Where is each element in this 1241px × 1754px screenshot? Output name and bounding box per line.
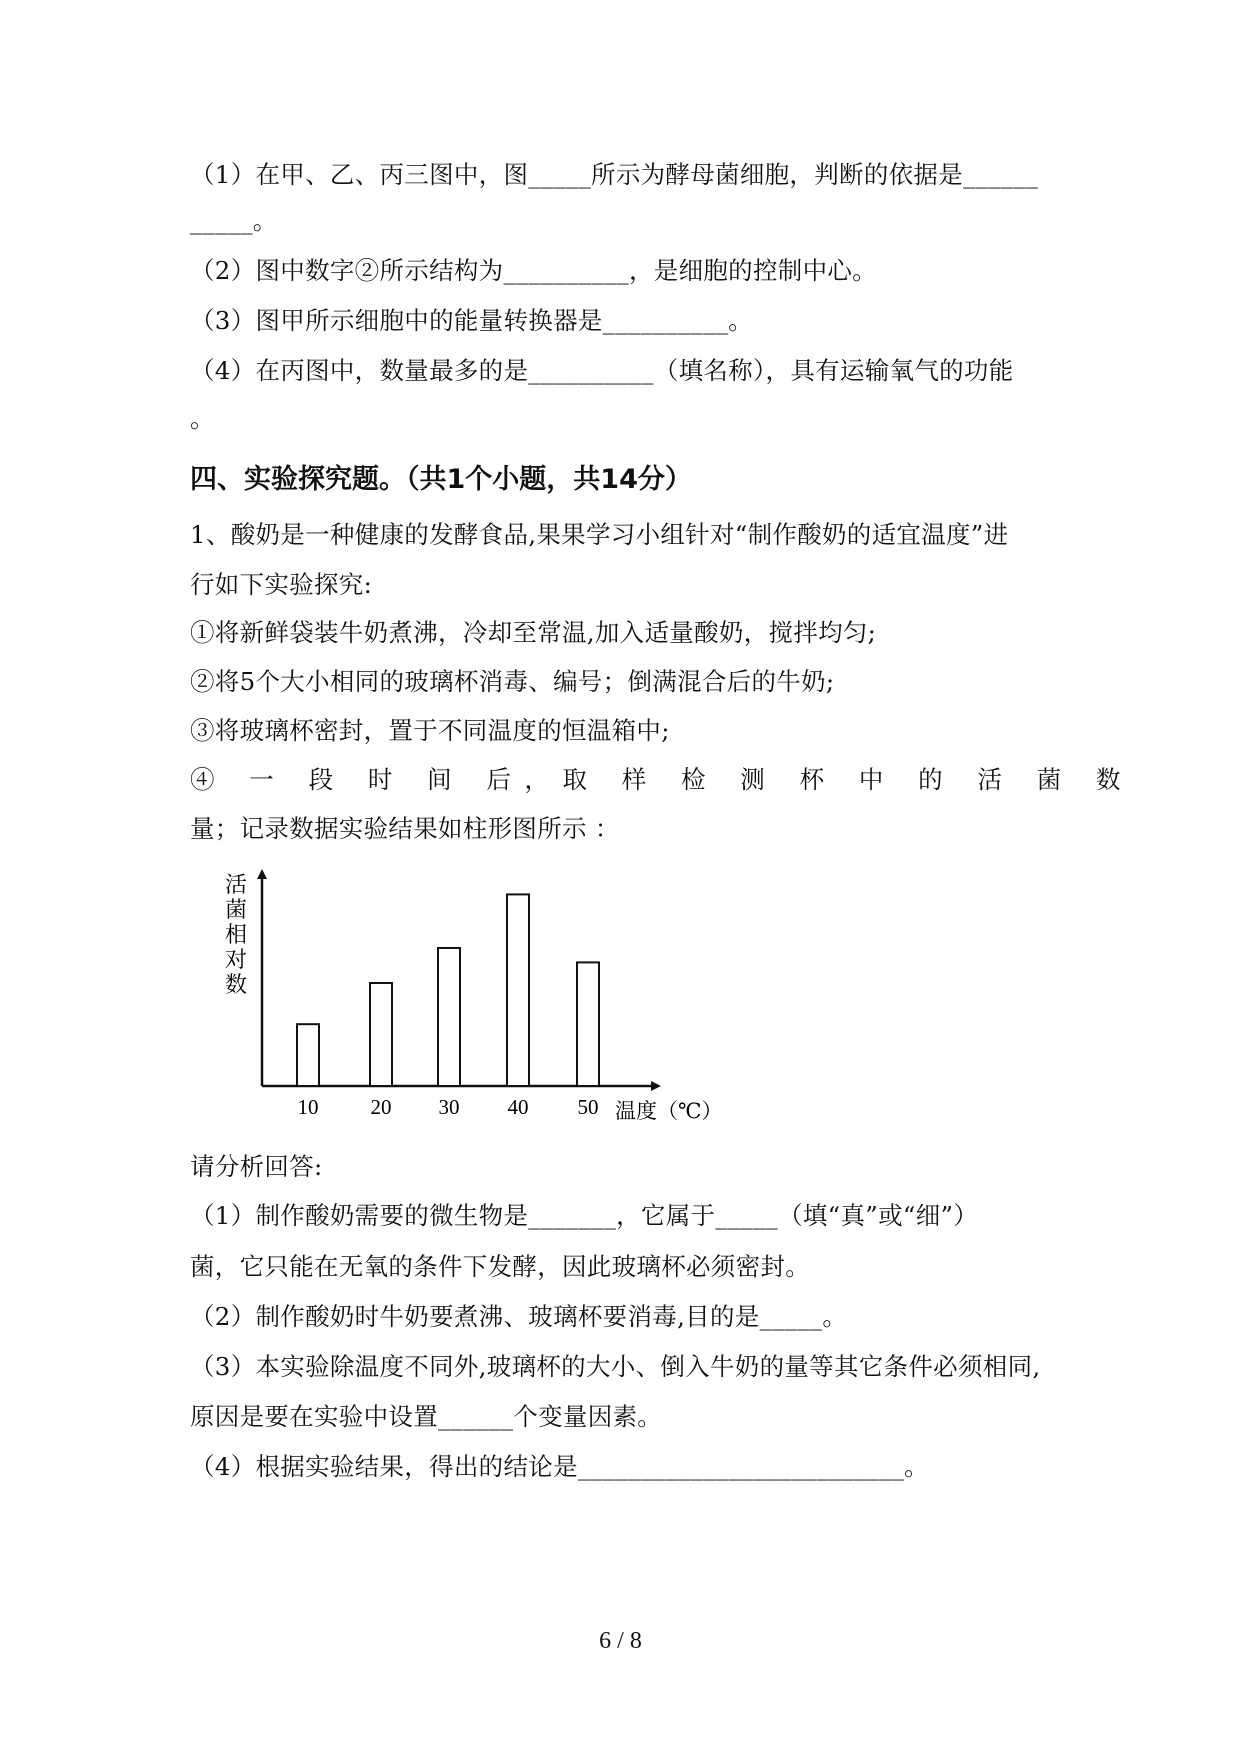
bar-30 xyxy=(438,948,460,1086)
y-axis-label-char: 菌 xyxy=(224,898,248,923)
intro-line-1: 1、酸奶是一种健康的发酵食品,果果学习小组针对“制作酸奶的适宜温度”进 xyxy=(190,520,1009,549)
y-axis-label-char: 活 xyxy=(224,873,248,898)
x-tick-50: 50 xyxy=(577,1095,599,1119)
step-4-continued: 量；记录数据实验结果如柱形图所示 ： xyxy=(190,814,620,843)
bar-40 xyxy=(507,894,529,1086)
bars xyxy=(297,894,599,1086)
q3-line-4: （3）图甲所示细胞中的能量转换器是__________。 xyxy=(190,306,753,335)
q3-line-2: _____。 xyxy=(190,206,278,235)
step-2: ②将5个大小相同的玻璃杯消毒、编号；倒满混合后的牛奶; xyxy=(190,667,835,696)
x-tick-40: 40 xyxy=(507,1095,529,1119)
question-3-continued: 原因是要在实验中设置______个变量因素。 xyxy=(190,1402,663,1431)
question-4: （4）根据实验结果，得出的结论是__________________________。 xyxy=(190,1452,929,1481)
question-3: （3）本实验除温度不同外,玻璃杯的大小、倒入牛奶的量等其它条件必须相同, xyxy=(190,1352,1041,1381)
y-axis-label-char: 数 xyxy=(224,973,248,998)
question-1: （1）制作酸奶需要的微生物是_______，它属于_____（填“真”或“细”） xyxy=(190,1201,979,1230)
y-axis-label-char: 对 xyxy=(224,948,248,973)
x-tick-20: 20 xyxy=(370,1095,392,1119)
intro-line-2: 行如下实验探究: xyxy=(190,570,373,599)
q3-line-1: （1）在甲、乙、丙三图中，图_____所示为酵母菌细胞，判断的依据是______ xyxy=(190,160,1039,189)
step-1: ①将新鲜袋装牛奶煮沸，冷却至常温,加入适量酸奶，搅拌均匀; xyxy=(190,618,877,647)
prompt: 请分析回答: xyxy=(190,1152,323,1181)
y-axis-label-char: 相 xyxy=(224,923,248,948)
x-tick-10: 10 xyxy=(297,1095,319,1119)
q3-line-5: （4）在丙图中，数量最多的是__________（填名称），具有运输氧气的功能 xyxy=(190,356,1014,385)
page-number: 6 / 8 xyxy=(599,1628,642,1654)
y-axis-label xyxy=(225,873,247,998)
x-axis-label: 温度（℃） xyxy=(615,1099,723,1123)
x-tick-30: 30 xyxy=(438,1095,460,1119)
q3-line-3: （2）图中数字②所示结构为__________，是细胞的控制中心。 xyxy=(190,256,877,285)
question-2: （2）制作酸奶时牛奶要煮沸、玻璃杯要消毒,目的是_____。 xyxy=(190,1302,848,1331)
x-tick-labels xyxy=(298,1095,599,1119)
question-1-continued: 菌，它只能在无氧的条件下发酵，因此玻璃杯必须密封。 xyxy=(190,1252,810,1281)
section-heading: 四、实验探究题。（共1个小题，共14分） xyxy=(190,464,692,495)
step-4: ④ 一 段 时 间 后，取 样 检 测 杯 中 的 活 菌 数 xyxy=(190,765,1135,794)
bar-50 xyxy=(577,962,599,1086)
q3-line-6: 。 xyxy=(190,404,215,433)
bar-20 xyxy=(370,983,392,1086)
bar-10 xyxy=(297,1024,319,1086)
step-3: ③将玻璃杯密封，置于不同温度的恒温箱中; xyxy=(190,716,670,745)
